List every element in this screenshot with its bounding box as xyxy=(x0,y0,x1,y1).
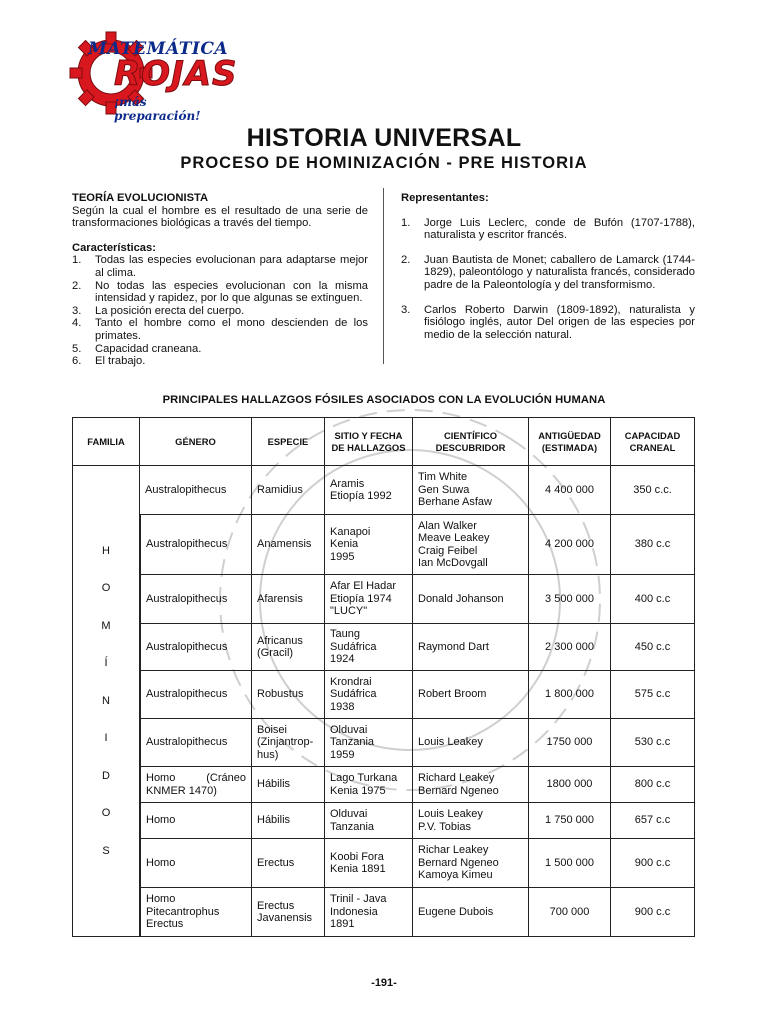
publisher-logo xyxy=(66,26,238,123)
logo-line2: ROJAS xyxy=(114,54,238,94)
cell-cientifico: Raymond Dart xyxy=(413,624,529,671)
cell-capacidad: 530 c.c xyxy=(611,719,695,767)
header-especie: ESPECIE xyxy=(252,417,325,466)
family-cell xyxy=(72,466,140,937)
list-item: 6. El trabajo. xyxy=(72,355,146,368)
cell-especie: Afarensis xyxy=(252,575,325,624)
cell-sitio: Kanapoi Kenia 1995 xyxy=(325,515,413,575)
cell-especie: Hábilis xyxy=(252,803,325,839)
cell-capacidad: 450 c.c xyxy=(611,624,695,671)
cell-antiguedad: 1800 000 xyxy=(529,767,611,803)
cell-capacidad: 657 c.c xyxy=(611,803,695,839)
table-row xyxy=(72,803,695,839)
cell-capacidad: 575 c.c xyxy=(611,671,695,719)
cell-genero: Homo (Cráneo KNMER 1470) xyxy=(140,767,252,803)
cell-sitio: Taung Sudáfrica 1924 xyxy=(325,624,413,671)
list-item: 1. Todas las especies evolucionan para adaptarse mejor al clima. xyxy=(72,254,368,279)
table-row xyxy=(72,671,695,719)
cell-capacidad: 400 c.c xyxy=(611,575,695,624)
list-item: 2. Juan Bautista de Monet; caballero de Lamarck (1744-1829), paleontólogo y naturalista francés, considerado padre de la Paleontología y del transformismo. xyxy=(401,253,695,291)
theory-intro: Según la cual el hombre es el resultado de una serie de transformaciones biológicas a través del tiempo. xyxy=(72,204,368,230)
cell-cientifico: Richard Leakey Bernard Ngeneo xyxy=(413,767,529,803)
header-capacidad: CAPACIDAD CRANEAL xyxy=(611,417,695,466)
table-caption: PRINCIPALES HALLAZGOS FÓSILES ASOCIADOS CON LA EVOLUCIÓN HUMANA xyxy=(162,394,606,406)
cell-sitio: Lago Turkana Kenia 1975 xyxy=(325,767,413,803)
table-row xyxy=(72,624,695,671)
cell-capacidad: 380 c.c xyxy=(611,515,695,575)
cell-capacidad: 900 c.c xyxy=(611,888,695,937)
page-title: HISTORIA UNIVERSAL xyxy=(246,124,522,152)
cell-cientifico: Louis Leakey xyxy=(413,719,529,767)
cell-antiguedad: 4 400 000 xyxy=(529,466,611,515)
cell-capacidad: 900 c.c xyxy=(611,839,695,888)
list-item: 3. Carlos Roberto Darwin (1809-1892), naturalista y fisiólogo inglés, autor Del origen de las especies por medio de la selección natural. xyxy=(401,303,695,341)
cell-cientifico: Tim White Gen Suwa Berhane Asfaw xyxy=(413,466,529,515)
header-genero: GÉNERO xyxy=(140,417,252,466)
table-row xyxy=(72,888,695,937)
logo-line1: MATEMÁTICA xyxy=(88,39,229,59)
logo-tagline: ¡más preparación! xyxy=(114,95,201,123)
list-item: 3. La posición erecta del cuerpo. xyxy=(72,304,245,317)
cell-antiguedad: 1750 000 xyxy=(529,719,611,767)
list-item: 5. Capacidad craneana. xyxy=(72,342,202,355)
page-subtitle: PROCESO DE HOMINIZACIÓN - PRE HISTORIA xyxy=(180,154,588,172)
cell-sitio: Olduvai Tanzania 1959 xyxy=(325,719,413,767)
table-row xyxy=(72,515,695,575)
cell-antiguedad: 1 800 000 xyxy=(529,671,611,719)
cell-genero: Homo Pitecantrophus Erectus xyxy=(140,888,252,937)
cell-sitio: Olduvai Tanzania xyxy=(325,803,413,839)
header-antiguedad: ANTIGÜEDAD (ESTIMADA) xyxy=(529,417,611,466)
representatives-heading: Representantes: xyxy=(401,192,489,204)
cell-cientifico: Robert Broom xyxy=(413,671,529,719)
list-item: 2. No todas las especies evolucionan con la misma intensidad y rapidez, por lo que algunas se extinguen. xyxy=(72,279,368,305)
list-item: 1. Jorge Luis Leclerc, conde de Bufón (1707-1788), naturalista y escritor francés. xyxy=(401,216,695,242)
cell-antiguedad: 3 500 000 xyxy=(529,575,611,624)
list-item: 4. Tanto el hombre como el mono descienden de los primates. xyxy=(72,317,368,342)
cell-cientifico: Alan Walker Meave Leakey Craig Feibel Ian McDovgall xyxy=(413,515,529,575)
cell-especie: Anamensis xyxy=(252,515,325,575)
cell-sitio: Krondrai Sudáfrica 1938 xyxy=(325,671,413,719)
cell-especie: Ramidius xyxy=(252,466,325,515)
cell-especie: Erectus Javanensis xyxy=(252,888,325,937)
cell-antiguedad: 1 500 000 xyxy=(529,839,611,888)
left-column xyxy=(72,192,368,368)
representatives-list xyxy=(401,217,695,342)
cell-genero: Homo xyxy=(140,839,252,888)
table-row xyxy=(72,767,695,803)
header-familia: FAMILIA xyxy=(72,417,140,466)
cell-cientifico: Donald Johanson xyxy=(413,575,529,624)
table-row xyxy=(72,839,695,888)
cell-especie: Robustus xyxy=(252,671,325,719)
cell-sitio: Afar El Hadar Etiopía 1974 "LUCY" xyxy=(325,575,413,624)
family-letters: H O M Í N I D O S xyxy=(101,545,111,857)
cell-genero: Australopithecus xyxy=(140,515,252,575)
cell-antiguedad: 2 300 000 xyxy=(529,624,611,671)
table-row xyxy=(72,719,695,767)
cell-genero: Homo xyxy=(140,803,252,839)
cell-especie: Boisei (Zinjantrop- hus) xyxy=(252,719,325,767)
cell-antiguedad: 1 750 000 xyxy=(529,803,611,839)
right-column xyxy=(401,192,695,353)
characteristics-heading: Características: xyxy=(72,241,156,254)
cell-capacidad: 800 c.c xyxy=(611,767,695,803)
column-divider xyxy=(383,188,384,364)
table-header-row xyxy=(72,417,695,466)
cell-genero: Australopithecus xyxy=(140,719,252,767)
characteristics-list xyxy=(72,254,368,367)
cell-antiguedad: 4 200 000 xyxy=(529,515,611,575)
cell-cientifico: Eugene Dubois xyxy=(413,888,529,937)
fossil-table xyxy=(72,417,695,937)
header-cientifico: CIENTÍFICO DESCUBRIDOR xyxy=(413,417,529,466)
cell-especie: Africanus (Gracil) xyxy=(252,624,325,671)
theory-heading: TEORÍA EVOLUCIONISTA xyxy=(72,192,209,204)
cell-especie: Hábilis xyxy=(252,767,325,803)
cell-sitio: Aramis Etiopía 1992 xyxy=(325,466,413,515)
cell-genero: Australopithecus xyxy=(140,466,252,515)
cell-genero: Australopithecus xyxy=(140,671,252,719)
cell-sitio: Koobi Fora Kenia 1891 xyxy=(325,839,413,888)
header-sitio: SITIO Y FECHA DE HALLAZGOS xyxy=(325,417,413,466)
cell-genero: Australopithecus xyxy=(140,575,252,624)
cell-cientifico: Louis Leakey P.V. Tobias xyxy=(413,803,529,839)
cell-genero: Australopithecus xyxy=(140,624,252,671)
cell-antiguedad: 700 000 xyxy=(529,888,611,937)
cell-cientifico: Richar Leakey Bernard Ngeneo Kamoya Kimeu xyxy=(413,839,529,888)
page-number: -191- xyxy=(371,977,397,989)
cell-capacidad: 350 c.c. xyxy=(611,466,695,515)
table-row xyxy=(72,575,695,624)
cell-sitio: Trinil - Java Indonesia 1891 xyxy=(325,888,413,937)
cell-especie: Erectus xyxy=(252,839,325,888)
table-row xyxy=(72,466,695,515)
